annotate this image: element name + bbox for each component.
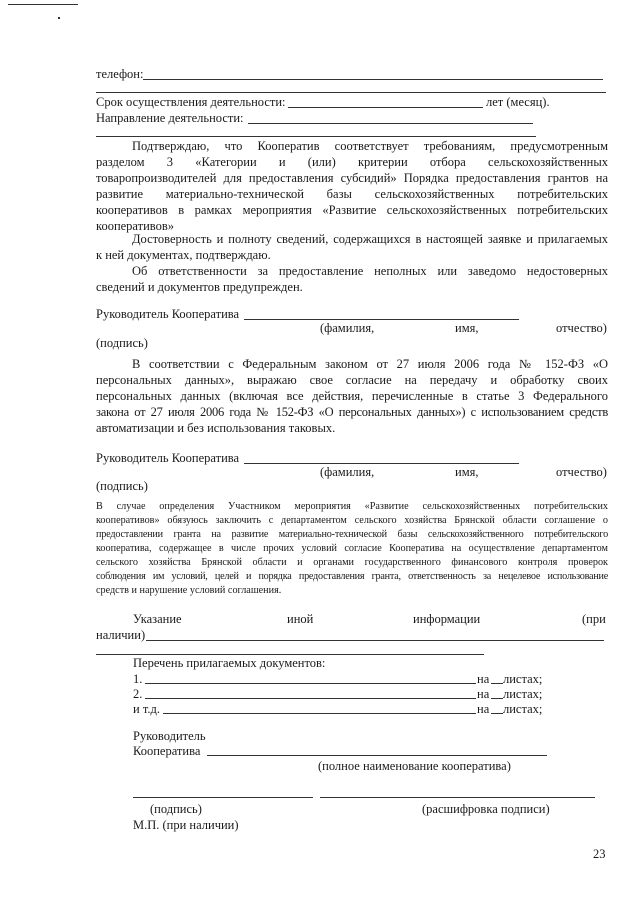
reliability-paragraph [96,231,608,263]
doc-2-na: на [477,687,490,701]
agreement-line-7: средств и нарушение условий соглашения. [96,585,282,596]
agreement-line-6: соблюдения им условий, целей и порядка предоставления гранта, ответственность за нецелевое использование [96,571,608,582]
confirm-line-4: развитие материально-технической базы сельскохозяйственных потребительских [96,187,608,201]
footer-head-line-1: Руководитель [133,729,206,743]
footer-head-line-2: Кооператива [133,744,201,758]
responsibility-line-1: Об ответственности за предоставление неполных или заведомо недостоверных [132,264,608,278]
doc-3-field[interactable] [163,713,476,714]
responsibility-line-2: сведений и документов предупрежден. [96,280,303,294]
surname-hint-1: (фамилия, [320,321,375,335]
term-field[interactable] [288,107,483,108]
other-info-word-3: информации [413,612,481,626]
consent-paragraph [96,356,608,436]
decoding-field[interactable] [320,797,595,798]
doc-3-num: и т.д. [133,702,160,716]
doc-3-sheets: листах; [503,702,543,716]
confirm-line-3: товаропроизводителей для предоставления субсидий» Порядка предоставления грантов на [96,171,608,185]
doc-2-field[interactable] [145,698,476,699]
direction-field[interactable] [248,123,533,124]
reliability-line-1: Достоверность и полноту сведений, содержащихся в настоящей заявке и прилагаемых [132,232,608,246]
other-info-word-2: иной [287,612,314,626]
patronymic-hint-1: отчество) [556,321,607,335]
other-info-word-4: (при [582,612,606,626]
confirm-paragraph [96,138,608,234]
coop-name-hint: (полное наименование кооператива) [318,759,511,773]
name-hint-2: имя, [455,465,479,479]
name-hint-1: имя, [455,321,479,335]
consent-line-4: закона от 27 июля 2006 года № 152-ФЗ «О персональных данных») с использованием средств [96,405,608,419]
doc-1-na: на [477,672,490,686]
responsibility-paragraph [96,263,608,295]
head-label-2: Руководитель Кооператива [96,451,240,465]
direction-label: Направление деятельности: [96,111,244,125]
reliability-line-2: к ней документах, подтверждаю. [96,248,271,262]
phone-label: телефон: [96,67,144,81]
agreement-line-3: предоставлении гранта на развитие материально-технической базы сельскохозяйственного потребительского [96,529,608,540]
agreement-line-4: кооператива, содержащее в числе прочих условий согласие Кооператива на осуществление департаментом [96,543,608,554]
doc-1-num: 1. [133,672,143,686]
direction-field-continuation[interactable] [96,136,536,137]
patronymic-hint-2: отчество) [556,465,607,479]
consent-line-5: автоматизации и без использования таковых. [96,421,336,435]
signature-field[interactable] [133,797,313,798]
signature-hint-1: (подпись) [96,336,148,350]
doc-1-sheets: листах; [503,672,543,686]
dot-mark [58,17,60,19]
doc-3-na: на [477,702,490,716]
agreement-paragraph [96,500,608,598]
doc-1-sheets-field[interactable] [491,683,503,684]
phone-field-continuation[interactable] [96,92,606,93]
doc-1-field[interactable] [145,683,476,684]
stamp-label: М.П. (при наличии) [133,818,239,832]
coop-name-field[interactable] [207,755,547,756]
other-info-word-5: наличии) [96,628,146,642]
footer-signature-hint: (подпись) [150,802,202,816]
phone-field[interactable] [143,79,603,80]
top-rule [8,4,78,5]
agreement-line-2: кооперативов» обязуюсь заключить с департаментом сельского хозяйства Брянской области соглашение о [96,515,608,526]
confirm-line-5: кооперативов в рамках мероприятия «Развитие сельскохозяйственных потребительских [96,203,608,217]
doc-2-sheets: листах; [503,687,543,701]
consent-line-3: персональных данных (включая все действия, перечисленные в статье 3 Федерального [96,389,608,403]
footer-decoding-hint: (расшифровка подписи) [422,802,550,816]
head-label-1: Руководитель Кооператива [96,307,240,321]
agreement-line-1: В случае определения Участником мероприятия «Развитие сельскохозяйственных потребительских [96,501,608,512]
other-info-field[interactable] [146,640,604,641]
other-info-word-1: Указание [133,612,182,626]
term-label: Срок осуществления деятельности: [96,95,286,109]
confirm-line-1: Подтверждаю, что Кооператив соответствует требованиям, предусмотренным [132,139,608,153]
agreement-line-5: сельского хозяйства Брянской области и органами государственного финансового контроля проверок [96,557,608,568]
consent-line-2: персональных данных», выражаю свое согласие на передачу и обработку своих [96,373,608,387]
doc-2-sheets-field[interactable] [491,698,503,699]
consent-line-1: В соответствии с Федеральным законом от 27 июля 2006 года № 152-ФЗ «О [132,357,608,371]
doc-2-num: 2. [133,687,143,701]
surname-hint-2: (фамилия, [320,465,375,479]
confirm-line-6: кооперативов» [96,219,175,233]
term-suffix: лет (месяц). [486,95,550,109]
signature-hint-2: (подпись) [96,479,148,493]
documents-title: Перечень прилагаемых документов: [133,656,326,670]
page-number: 23 [593,847,606,861]
doc-3-sheets-field[interactable] [491,713,503,714]
confirm-line-2: разделом 3 «Категории и (или) критерии отбора сельскохозяйственных [96,155,608,169]
